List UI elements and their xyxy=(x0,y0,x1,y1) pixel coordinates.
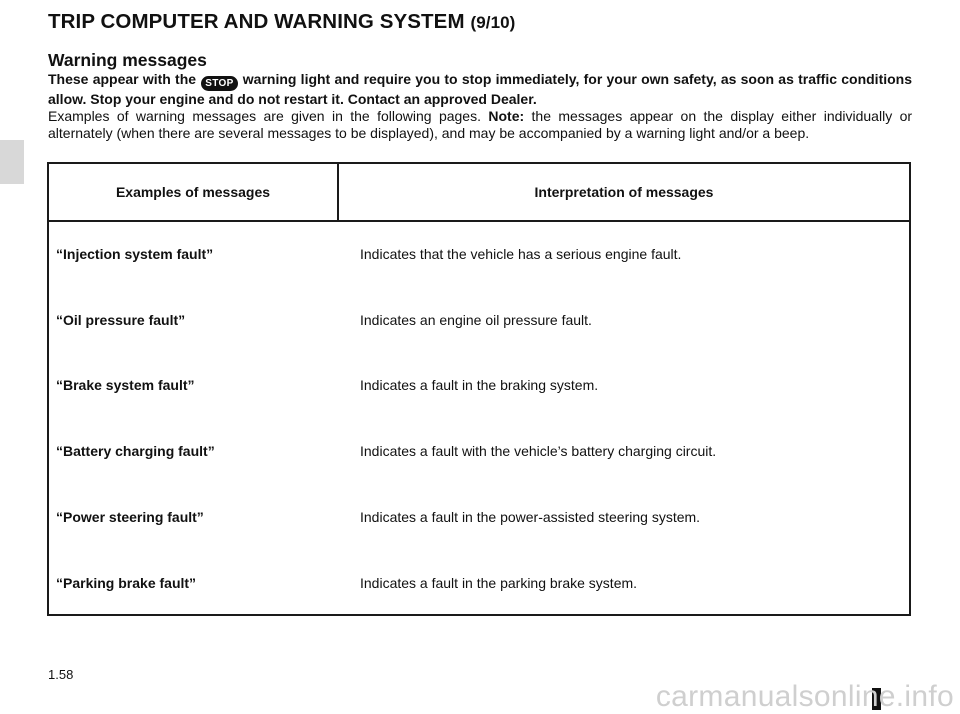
page-title xyxy=(48,10,515,34)
intro-bold-rest: warning light and require you to stop immediately, for your own safety, as soon as traffic conditions allow. Stop your engine and do not restart it. Contact an approved Dealer. xyxy=(48,71,913,107)
column-header-interpretation: Interpretation of messages xyxy=(534,184,714,200)
page-title-text: TRIP COMPUTER AND WARNING SYSTEM xyxy=(48,10,465,33)
table-row xyxy=(49,573,909,593)
interpretation-cell: Indicates that the vehicle has a serious engine fault. xyxy=(360,246,682,262)
interpretation-cell: Indicates an engine oil pressure fault. xyxy=(360,312,592,328)
interpretation-cell: Indicates a fault in the parking brake system. xyxy=(360,575,638,591)
interpretation-cell: Indicates a fault in the braking system. xyxy=(360,377,599,393)
message-cell: “Power steering fault” xyxy=(56,509,204,525)
message-cell: “Oil pressure fault” xyxy=(56,312,186,328)
interpretation-cell: Indicates a fault with the vehicle’s battery charging circuit. xyxy=(360,443,717,459)
table-row xyxy=(49,375,909,395)
table-row xyxy=(49,310,909,330)
watermark: carmanualsonline.info xyxy=(655,680,954,713)
intro-text xyxy=(48,71,912,142)
intro-note-paragraph xyxy=(48,108,912,142)
warning-messages-table xyxy=(47,162,911,616)
examples-text: Examples of warning messages are given in the following pages. xyxy=(48,108,481,124)
note-text: the messages appear on the display either individually or alternately (when there are several messages to be displayed), and may be accompanied by a warning light and/or a beep. xyxy=(48,108,913,141)
intro-bold-paragraph xyxy=(48,71,912,108)
table-row xyxy=(49,441,909,461)
table-row xyxy=(49,244,909,264)
table-header xyxy=(49,164,909,222)
message-cell: “Battery charging fault” xyxy=(56,443,215,459)
page-title-suffix: (9/10) xyxy=(470,13,516,32)
chapter-side-tab xyxy=(0,140,24,184)
message-cell: “Injection system fault” xyxy=(56,246,214,262)
intro-bold-lead: These appear with the xyxy=(48,71,197,87)
message-cell: “Parking brake fault” xyxy=(56,575,197,591)
table-row xyxy=(49,507,909,527)
stop-warning-icon: STOP xyxy=(201,76,237,91)
note-label: Note: xyxy=(488,108,525,124)
message-cell: “Brake system fault” xyxy=(56,377,195,393)
section-heading: Warning messages xyxy=(48,50,207,70)
page-number: 1.58 xyxy=(48,667,74,682)
interpretation-cell: Indicates a fault in the power-assisted steering system. xyxy=(360,509,701,525)
column-header-examples: Examples of messages xyxy=(115,184,271,200)
